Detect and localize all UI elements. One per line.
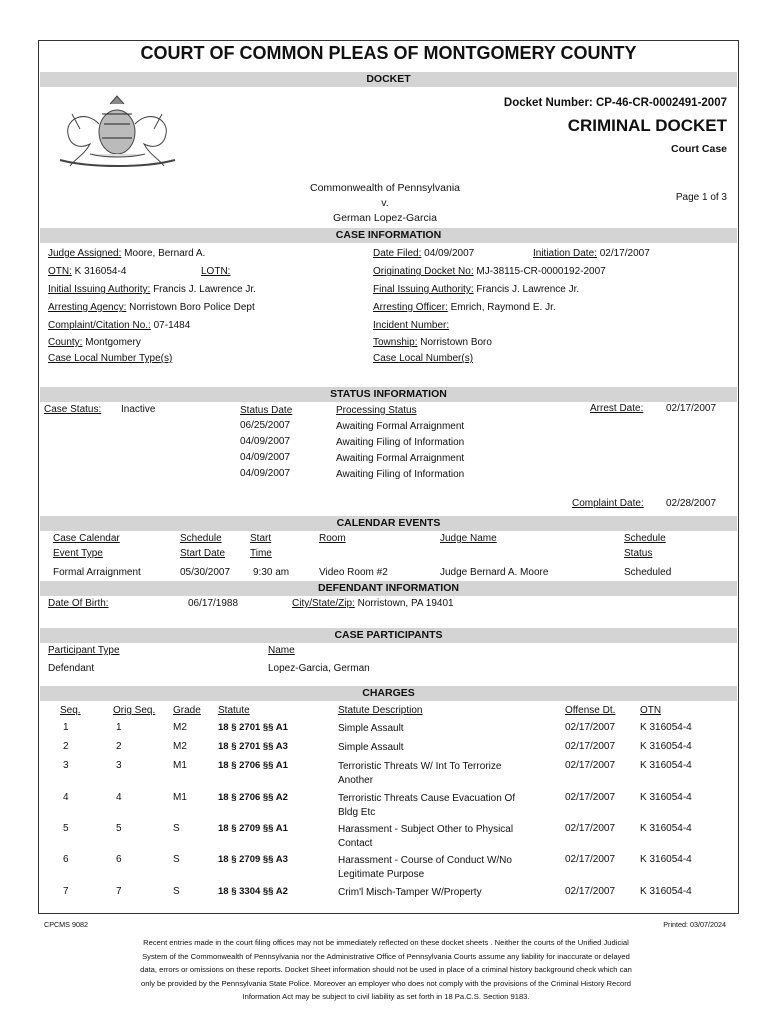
offense-date-header: Offense Dt. [565, 705, 616, 716]
defendant-information-bar: DEFENDANT INFORMATION [40, 581, 737, 596]
date-of-birth-value: 06/17/1988 [188, 598, 239, 609]
charge-orig-seq: 3 [116, 760, 122, 771]
charge-otn: K 316054-4 [640, 886, 692, 897]
charge-description-cont: Bldg Etc [338, 807, 376, 818]
case-participants-bar: CASE PARTICIPANTS [40, 628, 737, 643]
city-state-zip-row [292, 598, 454, 609]
room-value: Video Room #2 [319, 567, 388, 578]
charge-description: Terroristic Threats Cause Evacuation Of [338, 793, 516, 804]
charge-description-cont: Legitimate Purpose [338, 869, 425, 880]
time-value: 9:30 am [253, 567, 290, 578]
charge-grade: M2 [173, 741, 187, 752]
time-header: Time [250, 548, 272, 559]
charge-grade: S [173, 886, 180, 897]
processing-status-header: Processing Status [336, 405, 417, 416]
disclaimer-line: data, errors or omissions on these reports. Docket Sheet information should not be used in place of a criminal history background check which can [140, 965, 632, 974]
lotn-label: LOTN: [201, 266, 231, 277]
pennsylvania-seal-icon [50, 94, 185, 174]
charge-orig-seq: 1 [116, 722, 122, 733]
charge-statute: 18 § 2706 §§ A2 [218, 792, 288, 803]
status-information-bar: STATUS INFORMATION [40, 387, 737, 402]
participant-name-value: Lopez-Garcia, German [268, 663, 370, 674]
disclaimer-line: System of the Commonwealth of Pennsylvania nor the Administrative Office of Pennsylvania Courts assume any liability for inaccurate or delayed [142, 951, 630, 961]
charge-offense-date: 02/17/2007 [565, 823, 616, 834]
county-value: Montgomery [85, 337, 141, 348]
status-row-date: 04/09/2007 [240, 452, 291, 463]
charge-otn: K 316054-4 [640, 722, 692, 733]
caption-plaintiff: Commonwealth of Pennsylvania [310, 182, 460, 194]
initiation-date-row [533, 248, 650, 259]
status-row-date: 04/09/2007 [240, 468, 291, 479]
participant-type-value: Defendant [48, 663, 95, 674]
initiation-date-label: Initiation Date: [533, 248, 597, 259]
charge-description: Harassment - Subject Other to Physical [338, 824, 514, 835]
seq-header: Seq. [60, 705, 81, 716]
arresting-agency-label: Arresting Agency: [48, 302, 127, 313]
final-issuing-authority-label: Final Issuing Authority: [373, 284, 474, 295]
charge-description: Simple Assault [338, 742, 404, 753]
otn-label: OTN: [48, 266, 72, 277]
charge-description: Crim'l Misch-Tamper W/Property [338, 887, 482, 898]
date-filed-row [373, 248, 474, 259]
status-row-date: 06/25/2007 [240, 420, 291, 431]
complaint-citation-row [48, 320, 190, 331]
charge-grade: M1 [173, 760, 187, 771]
initial-issuing-authority-row [48, 284, 256, 295]
participant-name-header: Name [268, 645, 295, 656]
initial-issuing-authority-value: Francis J. Lawrence Jr. [153, 284, 256, 295]
charge-grade: M2 [173, 722, 187, 733]
city-state-zip-label: City/State/Zip: [292, 598, 355, 609]
judge-assigned-label: Judge Assigned: [48, 248, 122, 259]
county-label: County: [48, 337, 83, 348]
originating-docket-row [373, 266, 606, 277]
schedule-status-value: Scheduled [624, 567, 672, 578]
room-header: Room [319, 533, 346, 544]
disclaimer-line: Information Act may be subject to civil liability as set forth in 18 Pa.C.S. Section 9183. [242, 992, 530, 1001]
statute-header: Statute [218, 705, 250, 716]
charge-description-cont: Contact [338, 838, 373, 849]
date-filed-label: Date Filed: [373, 248, 422, 259]
charge-orig-seq: 7 [116, 886, 122, 897]
charge-description-cont: Another [338, 775, 374, 786]
case-local-numbers-label: Case Local Number(s) [373, 353, 474, 364]
charge-otn: K 316054-4 [640, 823, 692, 834]
charge-offense-date: 02/17/2007 [565, 741, 616, 752]
originating-docket-label: Originating Docket No: [373, 266, 474, 277]
judge-assigned-row [48, 248, 205, 259]
township-value: Norristown Boro [420, 337, 492, 348]
charge-seq: 1 [63, 722, 69, 733]
page-title: COURT OF COMMON PLEAS OF MONTGOMERY COUNTY [140, 43, 637, 63]
arrest-date-label: Arrest Date: [590, 403, 644, 414]
arresting-agency-row [48, 302, 255, 313]
charge-description: Terroristic Threats W/ Int To Terrorize [338, 761, 502, 772]
charge-seq: 6 [63, 854, 69, 865]
start-header: Start [250, 533, 272, 544]
schedule-status-header-1: Schedule [624, 533, 666, 544]
printed-date: Printed: 03/07/2024 [663, 920, 726, 929]
case-local-number-type-label: Case Local Number Type(s) [48, 353, 173, 364]
township-label: Township: [373, 337, 418, 348]
docket-number: Docket Number: CP-46-CR-0002491-2007 [503, 97, 727, 109]
court-case-label: Court Case [670, 143, 727, 155]
charge-statute: 18 § 2709 §§ A3 [218, 854, 288, 865]
complaint-citation-value: 07-1484 [153, 320, 191, 331]
final-issuing-authority-row [373, 284, 579, 295]
schedule-status-header-2: Status [624, 548, 653, 559]
charge-seq: 2 [63, 741, 69, 752]
final-issuing-authority-value: Francis J. Lawrence Jr. [476, 284, 580, 295]
charge-orig-seq: 5 [116, 823, 122, 834]
initial-issuing-authority-label: Initial Issuing Authority: [48, 284, 151, 295]
complaint-date-value: 02/28/2007 [666, 498, 717, 509]
disclaimer-line: only be provided by the Pennsylvania State Police. Moreover an employer who does not comply with the provisions of the Criminal History Record [140, 978, 632, 988]
charge-seq: 3 [63, 760, 69, 771]
schedule-header: Schedule [180, 533, 222, 544]
charge-orig-seq: 6 [116, 854, 122, 865]
statute-description-header: Statute Description [338, 705, 423, 716]
charge-otn: K 316054-4 [640, 760, 692, 771]
judge-name-header: Judge Name [440, 533, 497, 544]
charge-offense-date: 02/17/2007 [565, 792, 616, 803]
charge-otn: K 316054-4 [640, 854, 692, 865]
charge-seq: 5 [63, 823, 69, 834]
page-indicator: Page 1 of 3 [675, 192, 727, 203]
calendar-events-bar: CALENDAR EVENTS [40, 516, 737, 531]
orig-seq-header: Orig Seq. [113, 705, 156, 716]
case-status-value: Inactive [121, 404, 156, 415]
charge-statute: 18 § 3304 §§ A2 [218, 886, 288, 897]
charge-otn: K 316054-4 [640, 741, 692, 752]
charge-otn: K 316054-4 [640, 792, 692, 803]
charge-orig-seq: 2 [116, 741, 122, 752]
case-calendar-header: Case Calendar [53, 533, 120, 544]
originating-docket-value: MJ-38115-CR-0000192-2007 [476, 266, 606, 277]
grade-header: Grade [173, 705, 201, 716]
charge-statute: 18 § 2701 §§ A3 [218, 741, 288, 752]
status-row-processing-status: Awaiting Formal Arraignment [336, 421, 465, 432]
charge-offense-date: 02/17/2007 [565, 722, 616, 733]
charge-grade: S [173, 854, 180, 865]
charge-statute: 18 § 2706 §§ A1 [218, 760, 288, 771]
docket-bar: DOCKET [40, 72, 737, 87]
disclaimer-line: Recent entries made in the court filing offices may not be immediately reflected on these docket sheets . Neither the courts of the Unified Judicial [143, 938, 629, 947]
charge-offense-date: 02/17/2007 [565, 886, 616, 897]
charge-grade: M1 [173, 792, 187, 803]
case-information-bar: CASE INFORMATION [40, 228, 737, 243]
charge-description: Harassment - Course of Conduct W/No [338, 855, 512, 866]
city-state-zip-value: Norristown, PA 19401 [357, 598, 454, 609]
start-date-header: Start Date [180, 548, 226, 559]
charge-statute: 18 § 2701 §§ A1 [218, 722, 288, 733]
arresting-officer-value: Emrich, Raymond E. Jr. [450, 302, 556, 313]
disclaimer [80, 936, 692, 1004]
charge-statute: 18 § 2709 §§ A1 [218, 823, 288, 834]
caption-defendant: German Lopez-Garcia [333, 212, 437, 224]
complaint-date-label: Complaint Date: [572, 498, 644, 509]
event-type-value: Formal Arraignment [53, 567, 141, 578]
date-filed-value: 04/09/2007 [424, 248, 475, 259]
incident-number-label: Incident Number: [373, 320, 450, 331]
charge-offense-date: 02/17/2007 [565, 760, 616, 771]
charge-description: Simple Assault [338, 723, 404, 734]
judge-name-value: Judge Bernard A. Moore [440, 567, 549, 578]
criminal-docket-heading: CRIMINAL DOCKET [567, 116, 727, 135]
status-row-processing-status: Awaiting Filing of Information [336, 437, 465, 448]
township-row [373, 337, 492, 348]
otn-row [48, 266, 126, 277]
charge-orig-seq: 4 [116, 792, 122, 803]
form-id: CPCMS 9082 [44, 920, 88, 929]
charges-bar: CHARGES [40, 686, 737, 701]
case-status-label: Case Status: [44, 404, 102, 415]
participant-type-header: Participant Type [48, 645, 120, 656]
otn-value: K 316054-4 [74, 266, 127, 277]
status-date-header: Status Date [240, 405, 293, 416]
charge-offense-date: 02/17/2007 [565, 854, 616, 865]
start-date-value: 05/30/2007 [180, 567, 231, 578]
charge-seq: 4 [63, 792, 69, 803]
arresting-officer-label: Arresting Officer: [373, 302, 448, 313]
initiation-date-value: 02/17/2007 [599, 248, 650, 259]
complaint-citation-label: Complaint/Citation No.: [48, 320, 151, 331]
charge-grade: S [173, 823, 180, 834]
arresting-officer-row [373, 302, 556, 313]
status-row-date: 04/09/2007 [240, 436, 291, 447]
status-row-processing-status: Awaiting Filing of Information [336, 469, 465, 480]
arrest-date-value: 02/17/2007 [666, 403, 717, 414]
status-row-processing-status: Awaiting Formal Arraignment [336, 453, 465, 464]
arresting-agency-value: Norristown Boro Police Dept [129, 302, 255, 313]
date-of-birth-label: Date Of Birth: [48, 598, 109, 609]
county-row [48, 337, 141, 348]
judge-assigned-value: Moore, Bernard A. [124, 248, 206, 259]
otn-header: OTN [640, 705, 662, 716]
event-type-header: Event Type [53, 548, 103, 559]
caption-versus: v. [381, 197, 389, 209]
charge-seq: 7 [63, 886, 69, 897]
